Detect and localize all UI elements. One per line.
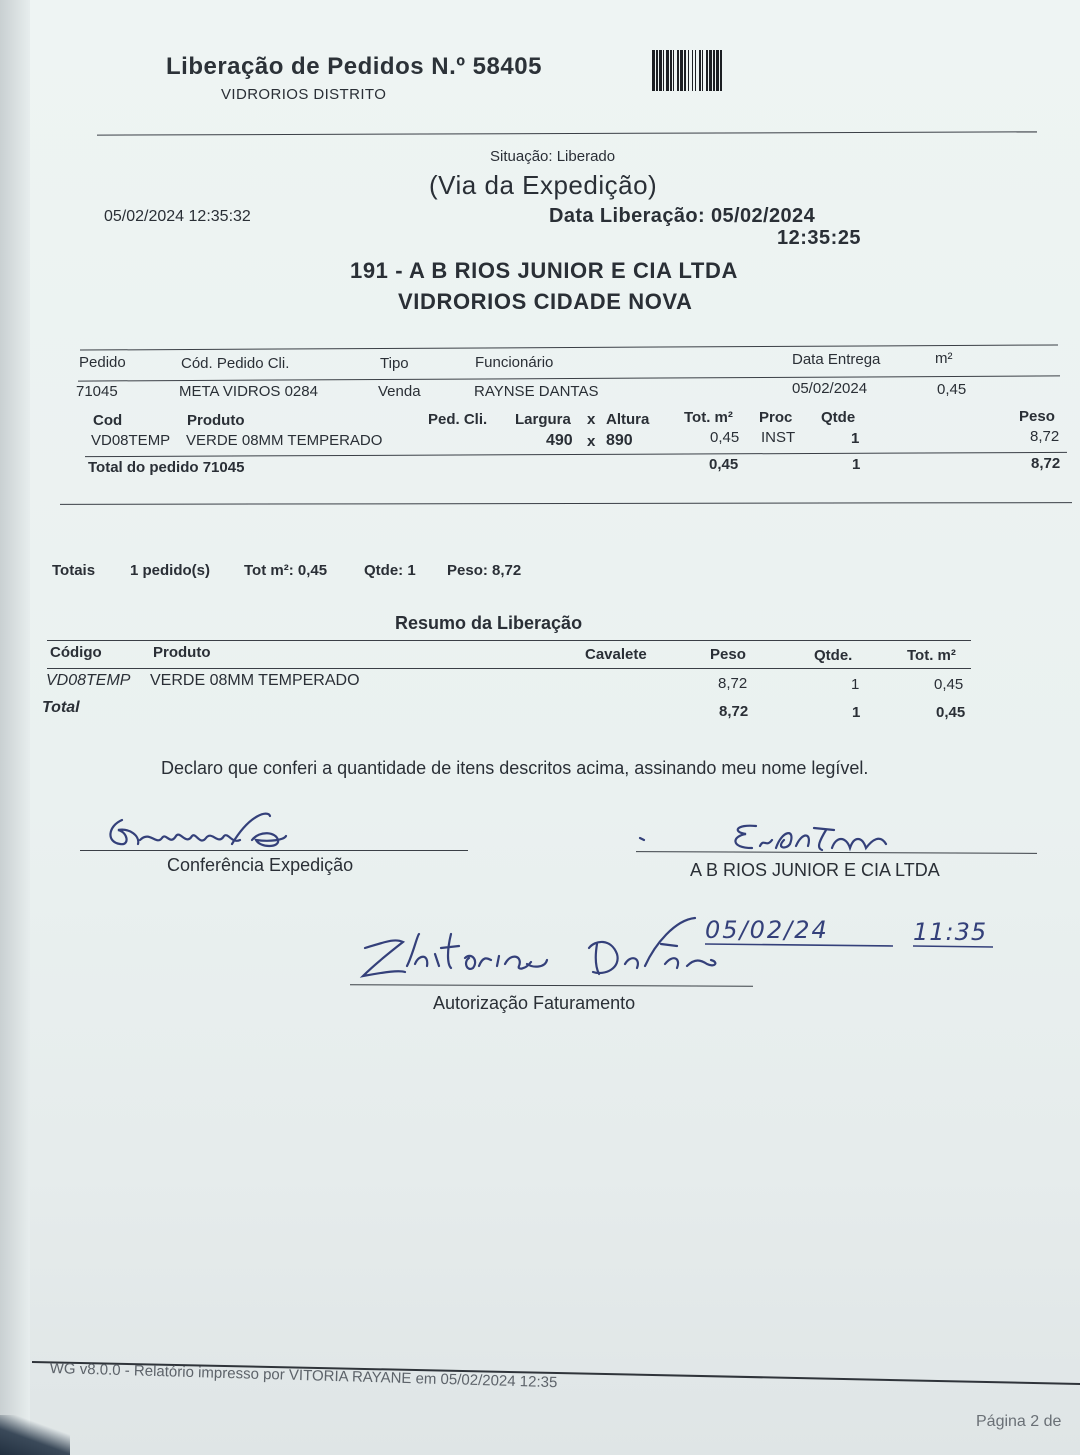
col-altura: Altura <box>606 411 650 428</box>
col-funcionario: Funcionário <box>475 354 554 371</box>
col-produto: Produto <box>187 412 245 429</box>
col-cod: Cod <box>93 412 123 429</box>
item-largura: 490 <box>546 432 573 449</box>
cliente-label: A B RIOS JUNIOR E CIA LTDA <box>690 860 940 880</box>
signature-conferencia <box>100 806 300 856</box>
divider <box>47 640 971 641</box>
col-data-entrega: Data Entrega <box>792 351 881 368</box>
resumo-row-tot-m2: 0,45 <box>934 676 964 693</box>
item-proc: INST <box>761 429 796 446</box>
order-total-m2: 0,45 <box>709 456 739 473</box>
resumo-col-peso: Peso <box>710 646 746 663</box>
totais-peso: Peso: 8,72 <box>447 562 522 579</box>
data-liberacao: Data Liberação: 05/02/2024 <box>549 205 816 227</box>
order-pedido: 71045 <box>76 383 118 400</box>
footer-page: Página 2 de <box>976 1413 1062 1430</box>
divider <box>47 668 971 669</box>
order-total-label: Total do pedido 71045 <box>88 459 245 476</box>
signature-line <box>80 850 468 851</box>
col-x: x <box>587 411 596 428</box>
col-largura: Largura <box>515 411 571 428</box>
footer-printed-by: WG v8.0.0 - Relatório impresso por VITORIA RAYANE em 05/02/2024 12:35 <box>49 1360 558 1392</box>
order-total-peso: 8,72 <box>1031 455 1061 472</box>
resumo-total-peso: 8,72 <box>719 703 749 720</box>
col-m2: m² <box>935 350 953 367</box>
background-corner <box>0 1415 70 1455</box>
handwritten-time: 11:35 <box>913 918 988 946</box>
item-produto: VERDE 08MM TEMPERADO <box>186 432 383 449</box>
divider <box>85 452 1067 457</box>
col-tipo: Tipo <box>380 355 409 372</box>
paper-edge <box>0 0 30 1455</box>
totais-m2: Tot m²: 0,45 <box>244 562 328 579</box>
divider <box>60 502 1072 505</box>
resumo-col-produto: Produto <box>153 644 211 661</box>
declaration-text: Declaro que conferi a quantidade de itens descritos acima, assinando meu nome legível. <box>161 758 869 778</box>
order-total-qtde: 1 <box>852 456 861 473</box>
autorizacao-label: Autorização Faturamento <box>433 993 636 1013</box>
resumo-col-cavalete: Cavalete <box>585 646 647 663</box>
resumo-row-produto: VERDE 08MM TEMPERADO <box>150 672 360 689</box>
resumo-col-codigo: Código <box>50 644 102 661</box>
order-cod-pedido-cli: META VIDROS 0284 <box>179 383 318 400</box>
signature-autorizacao <box>355 914 735 994</box>
item-cod: VD08TEMP <box>91 432 171 449</box>
resumo-col-tot-m2: Tot. m² <box>907 647 956 664</box>
divider <box>97 131 1037 135</box>
hora-liberacao: 12:35:25 <box>777 227 862 249</box>
handwritten-date: 05/02/24 <box>705 916 829 944</box>
item-qtde: 1 <box>851 430 860 447</box>
order-funcionario: RAYNSE DANTAS <box>474 383 599 400</box>
order-m2: 0,45 <box>937 381 967 398</box>
col-pedido: Pedido <box>79 354 126 371</box>
order-data-entrega: 05/02/2024 <box>792 380 868 397</box>
divider <box>80 344 1058 350</box>
col-ped-cli: Ped. Cli. <box>428 411 488 428</box>
totais-pedidos: 1 pedido(s) <box>130 562 211 579</box>
resumo-total-tot-m2: 0,45 <box>936 704 966 721</box>
resumo-row-codigo: VD08TEMP <box>46 672 131 689</box>
document-title: Liberação de Pedidos N.º 58405 <box>166 53 542 80</box>
resumo-row-peso: 8,72 <box>718 675 748 692</box>
client-store: VIDRORIOS CIDADE NOVA <box>398 289 693 314</box>
client-name: 191 - A B RIOS JUNIOR E CIA LTDA <box>350 258 738 283</box>
resumo-row-qtde: 1 <box>851 676 860 693</box>
order-tipo: Venda <box>378 383 421 400</box>
col-peso: Peso <box>1019 408 1055 425</box>
resumo-total-qtde: 1 <box>852 704 861 721</box>
resumo-total-label: Total <box>42 699 80 716</box>
company-name: VIDRORIOS DISTRITO <box>221 86 387 103</box>
via-title: (Via da Expedição) <box>429 170 658 200</box>
col-cod-pedido-cli: Cód. Pedido Cli. <box>181 355 290 372</box>
item-altura: 890 <box>606 432 633 449</box>
col-proc: Proc <box>759 409 793 426</box>
item-tot-m2: 0,45 <box>710 429 740 446</box>
col-tot-m2: Tot. m² <box>684 409 733 426</box>
conferencia-label: Conferência Expedição <box>167 855 354 875</box>
situacao-text: Situação: Liberado <box>490 148 616 165</box>
barcode <box>652 50 816 91</box>
item-peso: 8,72 <box>1030 428 1060 445</box>
divider <box>78 375 1060 381</box>
item-x: x <box>587 433 596 450</box>
resumo-title: Resumo da Liberação <box>395 613 583 633</box>
resumo-col-qtde: Qtde. <box>814 647 853 664</box>
col-qtde: Qtde <box>821 409 856 426</box>
totais-qtde: Qtde: 1 <box>364 562 416 579</box>
print-datetime: 05/02/2024 12:35:32 <box>104 208 251 225</box>
totais-label: Totais <box>52 562 96 579</box>
